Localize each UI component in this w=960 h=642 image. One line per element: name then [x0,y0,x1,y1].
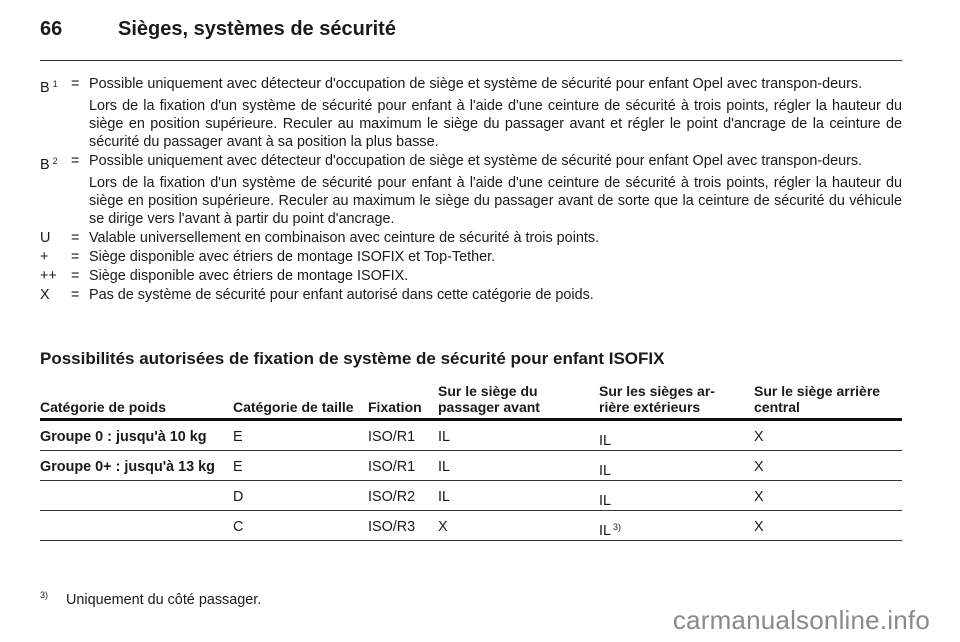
cell-fixation: ISO/R1 [368,459,416,475]
legend-text: Possible uniquement avec détecteur d'occupation de siège et système de sécurité pour enfant Opel avec transpon-deurs. [89,153,863,169]
legend-key: U [40,230,51,246]
legend-equals: = [71,249,80,265]
cell-front-passenger: IL [438,459,451,475]
cell-front-passenger: IL [438,429,451,445]
legend-entry-b1 [40,75,902,151]
table-row [40,451,902,481]
cell-size: E [233,429,243,445]
legend-key: X [40,287,50,303]
table-row [40,421,902,451]
legend-text: Possible uniquement avec détecteur d'occupation de siège et système de sécurité pour enfant Opel avec transpon-deurs. [89,76,863,92]
legend-equals: = [71,153,80,169]
cell-rear-center: X [754,429,764,445]
column-header-size: Catégorie de taille [233,399,354,415]
legend-equals: = [71,268,80,284]
legend-key: + [40,249,49,265]
column-header-weight: Catégorie de poids [40,399,167,415]
legend-equals: = [71,230,80,246]
cell-rear-outer: IL [599,493,612,509]
column-header-rear-outer: Sur les sièges ar- rière extérieurs [599,383,715,415]
cell-size: C [233,519,244,535]
watermark: carmanualsonline.info [672,605,930,635]
legend-equals: = [71,287,80,303]
legend-text: Valable universellement en combinaison avec ceinture de sécurité à trois points. [89,230,600,246]
legend [40,75,902,305]
legend-entry-u [40,229,902,247]
cell-weight: Groupe 0 : jusqu'à 10 kg [40,429,207,445]
table-row [40,481,902,511]
legend-text: Pas de système de sécurité pour enfant autorisé dans cette catégorie de poids. [89,287,594,303]
legend-key: B $^1$ [40,79,58,96]
table-header [40,382,902,421]
cell-rear-center: X [754,459,764,475]
section-title: Possibilités autorisées de fixation de système de sécurité pour enfant ISOFIX [40,349,665,368]
footnote-text: Uniquement du côté passager. [66,592,262,608]
cell-rear-center: X [754,519,764,535]
isofix-table [40,382,902,541]
chapter-title: Sièges, systèmes de sécurité [118,18,396,40]
cell-fixation: ISO/R2 [368,489,416,505]
cell-rear-outer: IL [599,463,612,479]
legend-paragraph: Lors de la fixation d'un système de sécurité pour enfant à l'aide d'une ceinture de sécurité à trois points, régler la hauteur du siège en position supérieure. Reculer au maximum le siège du passager avant de sorte que la ceinture de sécurité du véhicule se dirige vers l'avant à partir du point d'ancrage. [89,175,902,227]
legend-entry-plusplus [40,267,902,285]
cell-rear-center: X [754,489,764,505]
page-number: 66 [40,18,63,40]
cell-rear-outer: IL $^{3)}$ [599,522,622,539]
cell-fixation: ISO/R3 [368,519,416,535]
footnote-mark: 3) [40,590,49,600]
legend-entry-plus [40,248,902,266]
column-header-front-passenger: Sur le siège du passager avant [438,383,540,415]
legend-key: ++ [40,268,57,284]
legend-key: B $^2$ [40,156,58,173]
footnote [40,590,261,608]
cell-fixation: ISO/R1 [368,429,416,445]
legend-entry-x [40,286,902,304]
legend-text: Siège disponible avec étriers de montage ISOFIX. [89,268,409,284]
column-header-fixation: Fixation [368,399,422,415]
cell-size: D [233,489,244,505]
cell-size: E [233,459,243,475]
header-rule [40,60,902,61]
table-row [40,511,902,541]
legend-equals: = [71,76,80,92]
column-header-rear-center: Sur le siège arrière central [754,383,881,415]
cell-weight: Groupe 0+ : jusqu'à 13 kg [40,459,215,475]
cell-front-passenger: X [438,519,448,535]
cell-front-passenger: IL [438,489,451,505]
legend-entry-b2 [40,152,902,228]
legend-paragraph: Lors de la fixation d'un système de sécurité pour enfant à l'aide d'une ceinture de sécurité à trois points, régler la hauteur du siège en position supérieure. Reculer au maximum le siège du passager avant et régler le point d'ancrage de la ceinture de sécurité du passager avant à sa position la plus basse. [89,98,902,150]
cell-rear-outer: IL [599,433,612,449]
legend-text: Siège disponible avec étriers de montage ISOFIX et Top-Tether. [89,249,496,265]
